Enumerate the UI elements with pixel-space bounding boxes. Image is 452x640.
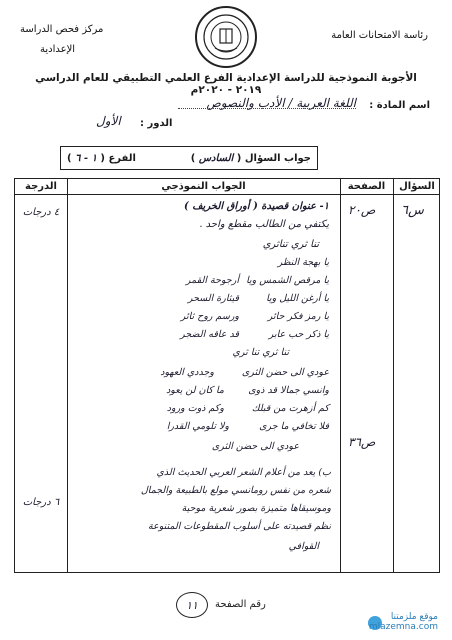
verse-line: ما كان لن يعود: [166, 385, 224, 396]
page-number: ١١: [176, 592, 208, 618]
level-name: الإعدادية: [40, 44, 76, 55]
answer-line: نظم قصيدته على أسلوب المقطوعات المتنوعة: [147, 521, 331, 532]
grade-cell: ٦ درجات: [22, 497, 60, 508]
verse-line: يا ذكر حب عابر: [268, 329, 329, 340]
authority-name: رئاسة الامتحانات العامة: [331, 30, 428, 41]
answer-line: ب) يعد من أعلام الشعر العربي الحديث الذي: [156, 467, 331, 478]
header-model-answer: الجواب النموذجي: [161, 181, 246, 192]
divider: [393, 179, 394, 572]
answer-line: تنا ثري تناثري: [262, 239, 319, 250]
answer-line: القوافي: [288, 541, 319, 552]
divider: [67, 179, 68, 572]
verse-line: وجددي العهود: [160, 367, 214, 378]
verse-line: يا أرغن الليل ويا: [266, 293, 329, 304]
verse-line: وانسي جمالا قد ذوى: [248, 385, 329, 396]
header-question: السؤال: [399, 181, 435, 192]
verse-line: يا مرقص الشمس ويا: [246, 275, 329, 286]
answer-line: شعره من نفس رومانسي مولع بالطبيعة والجمال: [140, 485, 331, 496]
subject-underline: [178, 108, 356, 109]
verse-line: ولا تلومي القدرا: [166, 421, 229, 432]
verse-line: ورسم روح ثائر: [180, 311, 239, 322]
watermark-url: mlazemna.com: [368, 622, 438, 632]
answer-line: يكتفي من الطالب مقطع واحد .: [199, 219, 329, 230]
verse-line: قد عاقه الضجر: [180, 329, 239, 340]
verse-line: تنا ثري تنا ثري: [232, 347, 289, 358]
verse-line: أرجوحة القمر: [185, 275, 239, 286]
question-cell: س٦: [401, 203, 424, 218]
verse-line: قيثارة السحر: [187, 293, 239, 304]
grade-cell: ٤ درجات: [22, 207, 60, 218]
verse-line: وكم ذوت ورود: [166, 403, 224, 414]
branch-value: ١ - ٦: [75, 152, 97, 164]
round-value: الأول: [96, 114, 121, 128]
question-number-value: السادس: [198, 152, 234, 164]
question-number-label: جواب السؤال (: [236, 152, 311, 164]
header-page: الصفحة: [347, 181, 386, 192]
document-title: الأجوبة النموذجية للدراسة الإعدادية الفرع العلمي التطبيقي للعام الدراسي ٢٠١٩ - ٢٠٢٠م: [35, 72, 417, 96]
center-name: مركز فحص الدراسة: [20, 24, 104, 35]
page-number-label: رقم الصفحة: [215, 599, 266, 610]
verse-line: عودي الى حضن الثرى: [211, 441, 299, 452]
verse-line: يا بهجة النظر: [277, 257, 329, 268]
branch-field: الفرع ( ١ - ٦ ): [67, 152, 136, 164]
verse-line: عودي الى حضن الثرى: [241, 367, 329, 378]
round-label: الدور :: [140, 118, 173, 129]
header-grade: الدرجة: [25, 181, 57, 192]
ministry-emblem-icon: [195, 6, 257, 68]
watermark-name: موقع ملزمتنا: [390, 612, 438, 622]
divider: [340, 179, 341, 572]
answer-table: [14, 178, 440, 573]
page-cell: ص٣٦: [348, 435, 376, 449]
verse-line: كم أزهرت من قبلك: [251, 403, 329, 414]
answer-info-box: [60, 146, 318, 170]
question-number-field: جواب السؤال ( السادس ): [190, 152, 311, 164]
watermark: [369, 612, 438, 632]
divider: [15, 194, 439, 195]
answer-line: ١- عنوان قصيدة ( أوراق الخريف ): [183, 201, 329, 212]
branch-label: الفرع (: [100, 152, 136, 164]
verse-line: فلا تخافي ما جرى: [259, 421, 329, 432]
subject-label: اسم المادة :: [369, 100, 430, 111]
answer-line: وموسيقاها متميزة بصور شعرية موحية: [181, 503, 331, 514]
subject-value: اللغة العربية / الأدب والنصوص: [206, 96, 356, 110]
page-cell: ص٢٠: [348, 203, 376, 217]
verse-line: يا رمز فكر حائر: [267, 311, 329, 322]
